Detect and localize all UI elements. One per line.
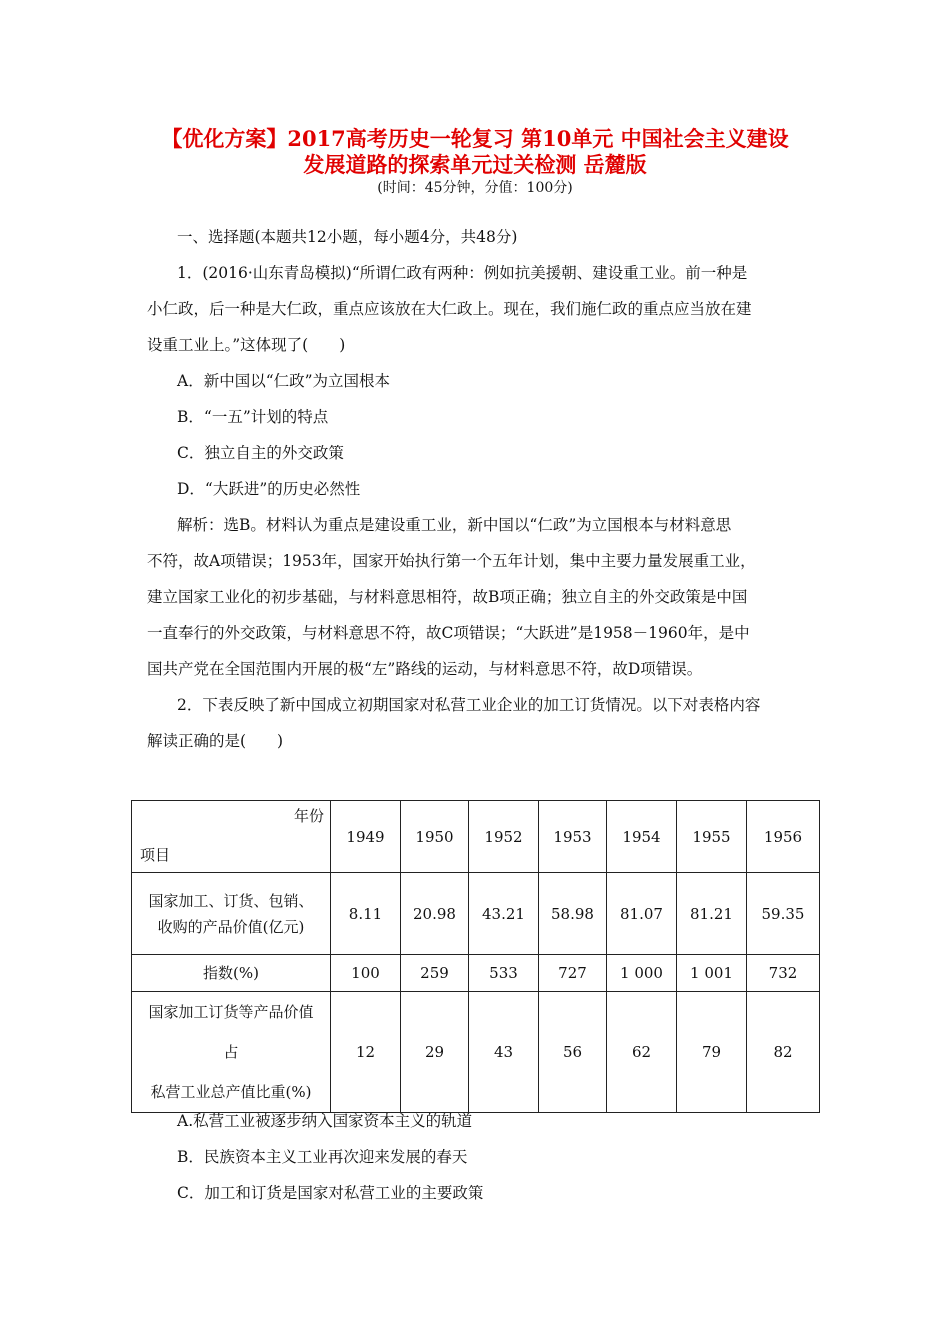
table-cell: 81.07 [607,873,677,955]
table-cell: 43 [469,992,539,1113]
q1-option-b: B．“一五”计划的特点 [177,408,329,426]
table-cell: 81.21 [677,873,747,955]
q2-data-table [131,800,820,1113]
q2-option-b: B．民族资本主义工业再次迎来发展的春天 [177,1148,468,1166]
q1-option-d: D．“大跃进”的历史必然性 [177,480,361,498]
section-heading: 一、选择题(本题共12小题，每小题4分，共48分) [177,228,518,246]
q1-option-a: A．新中国以“仁政”为立国根本 [177,372,391,390]
q1-analysis-line-2: 不符，故A项错误；1953年，国家开始执行第一个五年计划，集中主要力量发展重工业， [147,552,756,570]
table-cell: 29 [401,992,469,1113]
row-label-line: 占 [223,1043,239,1061]
table-header-row [132,801,820,873]
table-cell: 82 [747,992,820,1113]
table-cell: 59.35 [747,873,820,955]
table-cell: 8.11 [331,873,401,955]
exam-time-score: (时间：45分钟，分值：100分) [377,180,573,196]
row-label-line: 私营工业总产值比重(%) [150,1083,312,1101]
q2-stem-line-2: 解读正确的是( ) [147,732,284,750]
q1-analysis-line-4: 一直奉行的外交政策，与材料意思不符，故C项错误；“大跃进”是1958－1960年，是中 [147,624,750,642]
year-header: 1953 [539,801,607,873]
year-header: 1950 [401,801,469,873]
q2-stem-line-1: 2．下表反映了新中国成立初期国家对私营工业企业的加工订货情况。以下对表格内容 [177,696,761,714]
table-cell: 58.98 [539,873,607,955]
q2-option-a: A.私营工业被逐步纳入国家资本主义的轨道 [177,1112,473,1130]
table-row [132,992,820,1113]
year-header: 1952 [469,801,539,873]
q1-stem-line-3: 设重工业上。”这体现了( ) [147,336,346,354]
year-header: 1949 [331,801,401,873]
table-cell: 727 [539,955,607,992]
corner-label-year: 年份 [293,807,324,825]
table-cell: 43.21 [469,873,539,955]
table-row [132,873,820,955]
year-header: 1954 [607,801,677,873]
q1-stem-line-2: 小仁政，后一种是大仁政，重点应该放在大仁政上。现在，我们施仁政的重点应当放在建 [147,300,752,318]
q1-analysis-line-1: 解析：选B。材料认为重点是建设重工业，新中国以“仁政”为立国根本与材料意思 [177,516,732,534]
table-cell: 732 [747,955,820,992]
row-label-line: 收购的产品价值(亿元) [157,917,305,936]
row-label-line: 国家加工、订货、包销、 [148,891,314,910]
row-label [132,873,331,955]
row-label-line: 国家加工订货等产品价值 [148,1003,314,1021]
year-header: 1956 [747,801,820,873]
q1-option-c: C．独立自主的外交政策 [177,444,344,462]
table-cell: 12 [331,992,401,1113]
document-title-line-1: 【优化方案】2017高考历史一轮复习 第10单元 中国社会主义建设 [161,126,789,151]
table-cell: 533 [469,955,539,992]
table-cell: 100 [331,955,401,992]
table-cell: 1 001 [677,955,747,992]
table-cell: 79 [677,992,747,1113]
table-cell: 1 000 [607,955,677,992]
table-cell: 20.98 [401,873,469,955]
table-row [132,955,820,992]
corner-label-item: 项目 [140,846,171,864]
document-title-line-2: 发展道路的探索单元过关检测 岳麓版 [303,152,647,177]
q1-analysis-line-3: 建立国家工业化的初步基础，与材料意思相符，故B项正确；独立自主的外交政策是中国 [147,588,748,606]
year-header: 1955 [677,801,747,873]
row-label: 指数(%) [132,955,331,992]
table-cell: 259 [401,955,469,992]
table-cell: 56 [539,992,607,1113]
q1-analysis-line-5: 国共产党在全国范围内开展的极“左”路线的运动，与材料意思不符，故D项错误。 [147,660,703,678]
q1-stem-line-1: 1．(2016·山东青岛模拟)“所谓仁政有两种：例如抗美援朝、建设重工业。前一种是 [177,264,748,282]
table-corner-cell [132,801,331,873]
row-label [132,992,331,1113]
q2-option-c: C．加工和订货是国家对私营工业的主要政策 [177,1184,484,1202]
table-cell: 62 [607,992,677,1113]
